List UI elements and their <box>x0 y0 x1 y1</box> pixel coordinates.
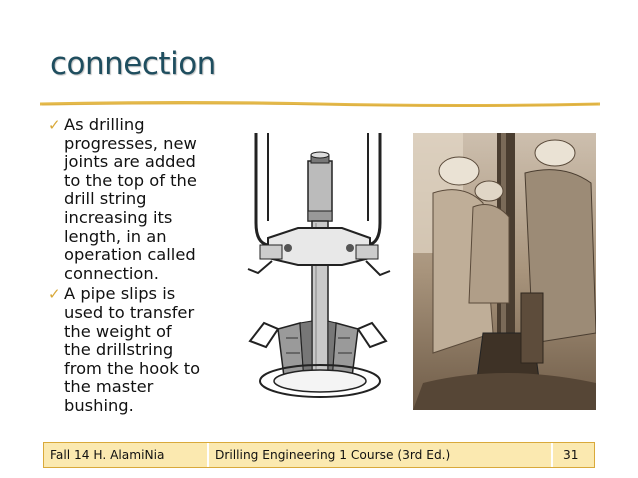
footer-bar <box>43 442 595 468</box>
bullet-line: the weight of <box>64 321 172 341</box>
bullet-list <box>48 116 218 418</box>
footer-page-number: 31 <box>553 443 594 467</box>
title-underline <box>40 99 600 109</box>
bullet-line: progresses, new <box>64 133 197 153</box>
footer-author: Fall 14 H. AlamiNia <box>44 443 209 467</box>
bullet-line: increasing its <box>64 207 173 227</box>
bullet-line: joints are added <box>64 152 196 172</box>
bullet-line: the drillstring <box>64 340 174 360</box>
slide-title: connection <box>50 46 216 82</box>
checkmark-icon: ✓ <box>48 116 61 134</box>
bullet-line: operation called <box>64 245 196 265</box>
bullet-line: A pipe slips is <box>64 284 176 304</box>
bullet-item <box>48 116 218 283</box>
bullet-line: connection. <box>64 263 159 283</box>
bullet-line: length, in an <box>64 226 167 246</box>
pipe-slips-diagram <box>238 133 398 403</box>
bullet-item <box>48 285 218 415</box>
checkmark-icon: ✓ <box>48 285 61 304</box>
bullet-line: As drilling <box>64 115 145 134</box>
bullet-line: bushing. <box>64 395 134 415</box>
bullet-line: used to transfer <box>64 302 195 322</box>
rig-crew-photo <box>413 133 596 410</box>
bullet-line: from the hook to <box>64 358 201 378</box>
bullet-line: drill string <box>64 189 147 209</box>
bullet-line: to the top of the <box>64 170 197 190</box>
footer-course: Drilling Engineering 1 Course (3rd Ed.) <box>209 443 553 467</box>
bullet-line: the master <box>64 377 154 397</box>
